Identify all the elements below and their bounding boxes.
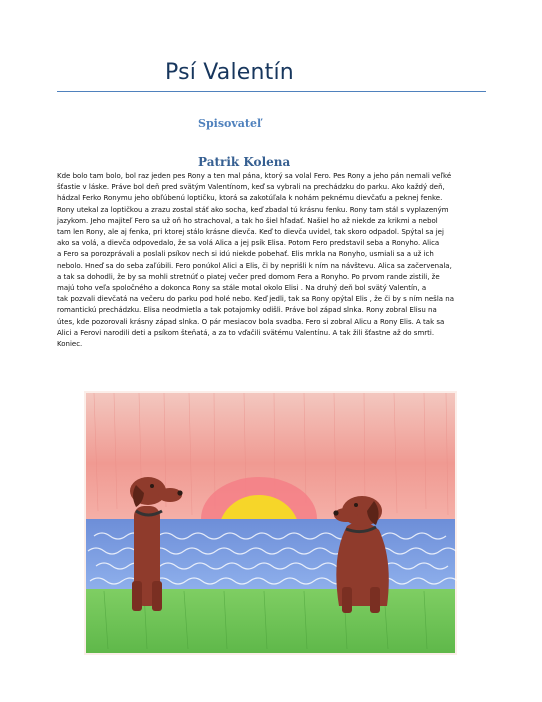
story-line: šťastie v láske. Práve bol deň pred svätým Valentínom, keď sa vybrali na prechádzku do parku. Ako každý deň, bbox=[57, 183, 445, 192]
story-line: majú toho veľa spoločného a dokonca Rony sa stále motal okolo Elisi . Na druhý deň bol svätý Valentín, a bbox=[57, 284, 427, 293]
story-line: Koniec. bbox=[57, 340, 83, 349]
story-line: ako sa volá, a dievča odpovedalo, že sa volá Alica a jej psík Elisa. Potom Fero predstavil seba a Ronyho. Alica bbox=[57, 239, 440, 248]
right-dog bbox=[333, 496, 388, 613]
story-line: tam len Rony, ale aj fenka, pri ktorej stálo krásne dievča. Keď to dievča uvidel, tak skoro odpadol. Spýtal sa jej bbox=[57, 228, 444, 237]
crayon-drawing-dogs-sunset bbox=[84, 391, 457, 655]
title-underline bbox=[57, 91, 486, 92]
story-line: nebolo. Hneď sa do seba zaľúbili. Fero ponúkol Alici a Elis, či by neprišli k ním na návštevu. Alica sa začervenala, bbox=[57, 261, 452, 270]
story-line: Kde bolo tam bolo, bol raz jeden pes Rony a ten mal pána, ktorý sa volal Fero. Pes Rony a jeho pán nemali veľké bbox=[57, 172, 452, 180]
author-name: Patrik Kolena bbox=[198, 155, 291, 169]
author-role: Spisovateľ bbox=[198, 117, 262, 130]
story-line: tak pozvali dievčatá na večeru do parku pod holé nebo. Keď jedli, tak sa Rony opýtal Elis , že či by s ním nešla na bbox=[57, 295, 455, 304]
story-line: a Fero sa porozprávali a poslali psíkov nech si idú niekde pobehať. Elis mrkla na Ronyho, usmiali sa a už ich bbox=[57, 250, 434, 259]
document-title: Psí Valentín bbox=[165, 60, 294, 85]
story-line: útes, kde pozorovali krásny západ slnka. O pár mesiacov bola svadba. Fero si zobral Alicu a Rony Elis. A tak sa bbox=[57, 317, 445, 326]
story-line: jazykom. Jeho majiteľ Fero sa už oň ho strachoval, a tak ho šiel hľadať. Našiel ho až niekde za krikmi a nebol bbox=[57, 216, 438, 225]
story-line: Rony utekal za loptičkou a zrazu zostal stáť ako socha, keď zbadal tú krásnu fenku. Rony tam stál s vyplazeným bbox=[57, 205, 449, 214]
story-line: hádzal Ferko Ronymu jeho obľúbenú loptičku, ktorá sa zakotúľala k nohám peknému dievčaťu a peknej fenke. bbox=[57, 194, 443, 203]
story-line: romantickú prechádzku. Elisa neodmietla a tak potajomky odišli. Práve bol západ slnka. Rony zobral Elisu na bbox=[57, 306, 437, 315]
story-line: Alici a Ferovi narodili deti a psíkom šteňatá, a za to vďačili svätému Valentínu. A tak žili šťastne až do smrti. bbox=[57, 328, 435, 337]
story-text bbox=[57, 171, 489, 350]
story-line: a tak sa dohodli, že by sa mohli stretnúť o piatej večer pred domom Fera a Ronyho. Po prvom rande zistili, že bbox=[57, 272, 440, 281]
